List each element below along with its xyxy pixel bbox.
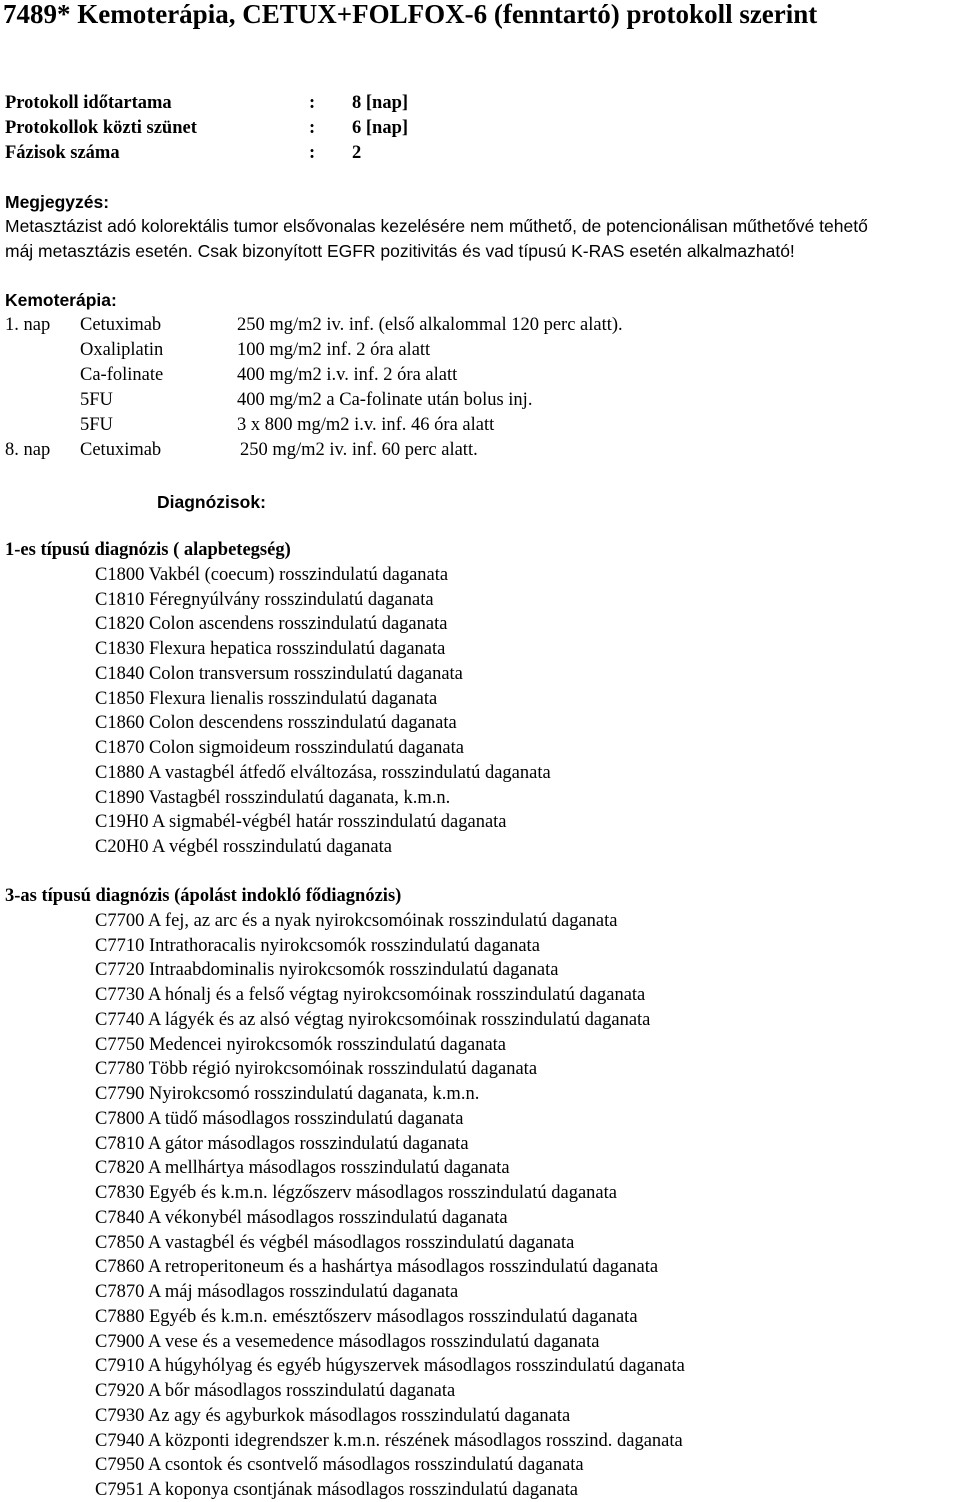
note-line: máj metasztázis esetén. Csak bizonyított EGFR pozitivitás és vad típusú K-RAS esetén alkalmazható! — [5, 241, 795, 261]
meta-label-phases: Fázisok száma — [5, 143, 120, 163]
diagnosis-group-heading: 3-as típusú diagnózis (ápolást indokló fődiagnózis) — [5, 886, 402, 906]
diagnoses-heading: Diagnózisok: — [157, 492, 266, 512]
diagnosis-item: C1880 A vastagbél átfedő elváltozása, rosszindulatú daganata — [95, 762, 551, 783]
diagnosis-item: C1890 Vastagbél rosszindulatú daganata, k.m.n. — [95, 787, 451, 808]
diagnosis-item: C7700 A fej, az arc és a nyak nyirokcsomóinak rosszindulatú daganata — [95, 910, 618, 931]
diagnosis-item: C7910 A húgyhólyag és egyéb húgyszervek másodlagos rosszindulatú daganata — [95, 1356, 685, 1377]
diagnosis-item: C7870 A máj másodlagos rosszindulatú daganata — [95, 1282, 459, 1302]
diagnosis-item: C7810 A gátor másodlagos rosszindulatú daganata — [95, 1133, 469, 1154]
chemo-heading: Kemoterápia: — [5, 290, 117, 310]
chemo-dose: 400 mg/m2 i.v. inf. 2 óra alatt — [237, 365, 458, 385]
diagnosis-item: C1830 Flexura hepatica rosszindulatú daganata — [95, 639, 446, 659]
diagnosis-item: C7710 Intrathoracalis nyirokcsomók rosszindulatú daganata — [95, 935, 540, 956]
diagnosis-item: C1800 Vakbél (coecum) rosszindulatú daganata — [95, 564, 449, 585]
chemo-drug: 5FU — [80, 415, 113, 435]
meta-label-duration: Protokoll időtartama — [5, 93, 172, 113]
diagnosis-item: C7780 Több régió nyirokcsomóinak rosszindulatú daganata — [95, 1059, 538, 1080]
diagnosis-item: C7790 Nyirokcsomó rosszindulatú daganata, k.m.n. — [95, 1084, 480, 1104]
chemo-drug: 5FU — [80, 390, 113, 410]
chemo-drug: Ca-folinate — [80, 365, 164, 385]
note-heading: Megjegyzés: — [5, 192, 110, 212]
diagnosis-item: C7880 Egyéb és k.m.n. emésztőszerv másodlagos rosszindulatú daganata — [95, 1306, 638, 1327]
diagnosis-item: C7950 A csontok és csontvelő másodlagos rosszindulatú daganata — [95, 1455, 584, 1476]
diagnosis-item: C7730 A hónalj és a felső végtag nyirokcsomóinak rosszindulatú daganata — [95, 985, 646, 1005]
chemo-day: 1. nap — [5, 315, 51, 335]
meta-value-pause: 6 [nap] — [352, 118, 409, 138]
diagnosis-item: C7820 A mellhártya másodlagos rosszindulatú daganata — [95, 1158, 510, 1179]
diagnosis-item: C1840 Colon transversum rosszindulatú daganata — [95, 663, 463, 684]
document-title: 7489* Kemoterápia, CETUX+FOLFOX-6 (fenntartó) protokoll szerint — [3, 0, 818, 29]
chemo-dose: 400 mg/m2 a Ca-folinate után bolus inj. — [237, 390, 533, 410]
diagnosis-group-heading: 1-es típusú diagnózis ( alapbetegség) — [5, 540, 291, 560]
chemo-day: 8. nap — [5, 440, 51, 460]
diagnosis-item: C7830 Egyéb és k.m.n. légzőszerv másodlagos rosszindulatú daganata — [95, 1183, 617, 1203]
diagnosis-item: C7750 Medencei nyirokcsomók rosszindulatú daganata — [95, 1034, 507, 1055]
diagnosis-item: C7940 A központi idegrendszer k.m.n. részének másodlagos rosszind. daganata — [95, 1430, 683, 1451]
meta-label-pause: Protokollok közti szünet — [5, 118, 197, 138]
meta-colon: : — [309, 93, 316, 113]
diagnosis-item: C7740 A lágyék és az alsó végtag nyirokcsomóinak rosszindulatú daganata — [95, 1009, 651, 1030]
diagnosis-item: C7800 A tüdő másodlagos rosszindulatú daganata — [95, 1108, 464, 1129]
meta-value-phases: 2 — [352, 143, 362, 163]
chemo-dose: 100 mg/m2 inf. 2 óra alatt — [237, 340, 431, 360]
diagnosis-item: C1850 Flexura lienalis rosszindulatú daganata — [95, 688, 438, 709]
diagnosis-item: C7860 A retroperitoneum és a hashártya másodlagos rosszindulatú daganata — [95, 1257, 659, 1278]
diagnosis-item: C7930 Az agy és agyburkok másodlagos rosszindulatú daganata — [95, 1405, 571, 1426]
diagnosis-item: C1860 Colon descendens rosszindulatú daganata — [95, 713, 457, 734]
diagnosis-item: C7951 A koponya csontjának másodlagos rosszindulatú daganata — [95, 1480, 578, 1500]
diagnosis-item: C7850 A vastagbél és végbél másodlagos rosszindulatú daganata — [95, 1232, 575, 1253]
diagnosis-item: C7840 A vékonybél másodlagos rosszindulatú daganata — [95, 1207, 508, 1228]
meta-value-duration: 8 [nap] — [352, 93, 409, 113]
diagnosis-item: C20H0 A végbél rosszindulatú daganata — [95, 837, 392, 857]
note-line: Metasztázist adó kolorektális tumor elsővonalas kezelésére nem műthető, de potencionálisan műthetővé tehető — [5, 216, 868, 236]
chemo-dose: 250 mg/m2 iv. inf. 60 perc alatt. — [240, 440, 478, 460]
chemo-drug: Cetuximab — [80, 440, 162, 460]
meta-colon: : — [309, 143, 316, 163]
meta-colon: : — [309, 118, 316, 138]
diagnosis-item: C19H0 A sigmabél-végbél határ rosszindulatú daganata — [95, 812, 507, 833]
diagnosis-item: C1820 Colon ascendens rosszindulatú daganata — [95, 614, 448, 635]
diagnosis-item: C7720 Intraabdominalis nyirokcsomók rosszindulatú daganata — [95, 960, 559, 981]
diagnosis-item: C1870 Colon sigmoideum rosszindulatú daganata — [95, 738, 464, 758]
chemo-dose: 250 mg/m2 iv. inf. (első alkalommal 120 perc alatt). — [237, 315, 623, 335]
diagnosis-item: C1810 Féregnyúlvány rosszindulatú daganata — [95, 589, 434, 610]
chemo-drug: Cetuximab — [80, 315, 162, 335]
diagnosis-item: C7900 A vese és a vesemedence másodlagos rosszindulatú daganata — [95, 1331, 600, 1352]
diagnosis-item: C7920 A bőr másodlagos rosszindulatú daganata — [95, 1381, 456, 1401]
chemo-dose: 3 x 800 mg/m2 i.v. inf. 46 óra alatt — [237, 415, 495, 435]
chemo-drug: Oxaliplatin — [80, 340, 164, 360]
